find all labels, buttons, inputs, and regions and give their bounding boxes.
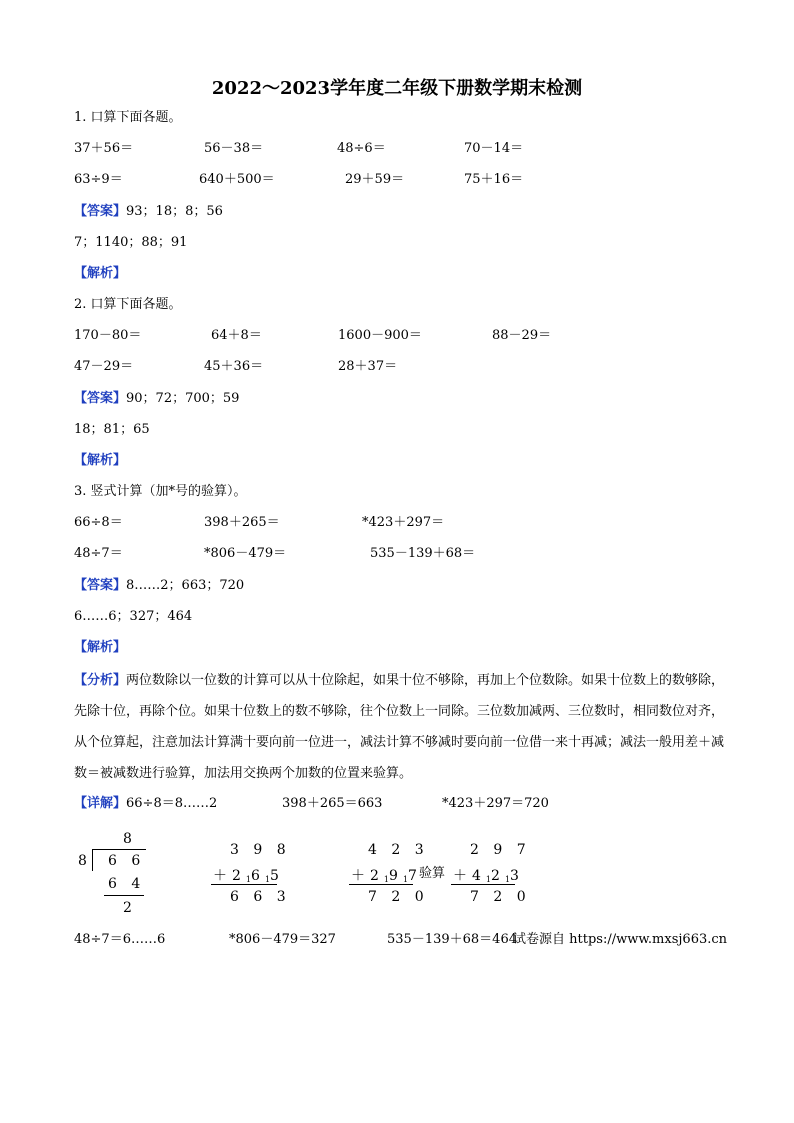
carry-mark: 1 [402, 875, 409, 884]
carry-mark: 1 [245, 875, 252, 884]
addend-b [453, 865, 524, 885]
q3-item: *806－479＝ [204, 546, 287, 561]
answer-line: 90；72；700；59 [126, 391, 240, 406]
analysis-tag: 【解析】 [74, 453, 127, 468]
q2-heading: 2. 口算下面各题。 [74, 297, 182, 312]
watermark-text: 试卷源自 https://www.mxsj663.cn [513, 932, 728, 947]
sum: 7 2 0 [368, 889, 429, 905]
digit: 9 [389, 868, 403, 884]
check-label: 验算 [419, 866, 446, 881]
q2-item: 64＋8＝ [211, 328, 262, 343]
sum-rule [349, 884, 413, 885]
carry-mark: 1 [264, 875, 271, 884]
division-bar [92, 849, 146, 850]
addend-a: 2 9 7 [470, 842, 531, 858]
digit: 4 [472, 868, 486, 884]
answer-tag: 【答案】 [74, 204, 127, 219]
carry-mark: 1 [485, 875, 492, 884]
digit: 2 [491, 868, 505, 884]
xiangjie-item: 398＋265＝663 [282, 796, 383, 811]
q3-heading: 3. 竖式计算（加*号的验算）。 [74, 484, 247, 499]
answer-line: 8……2；663；720 [126, 578, 245, 593]
answer-line: 6……6；327；464 [74, 609, 193, 624]
divisor: 8 [78, 853, 92, 869]
q3-item: 398＋265＝ [204, 515, 280, 530]
division-rule [104, 895, 144, 896]
analysis-paragraph [74, 665, 734, 789]
plus-sign: ＋ [453, 868, 472, 884]
q2-item: 28＋37＝ [338, 359, 398, 374]
analysis-tag: 【解析】 [74, 266, 127, 281]
digit: 2 [232, 868, 246, 884]
answer-tag: 【答案】 [74, 578, 127, 593]
addend-a: 4 2 3 [368, 842, 429, 858]
division-bracket [92, 849, 93, 871]
q1-item: 48÷6＝ [337, 141, 386, 156]
q2-item: 1600－900＝ [338, 328, 422, 343]
digit: 5 [270, 868, 284, 884]
carry-mark: 1 [504, 875, 511, 884]
q2-answer [74, 391, 239, 407]
digit: 3 [510, 868, 524, 884]
q1-answer [74, 204, 223, 220]
q1-item: 56－38＝ [204, 141, 264, 156]
q2-item: 170－80＝ [74, 328, 142, 343]
digit: 6 [251, 868, 265, 884]
addend-b [351, 865, 422, 885]
q3-item: *423＋297＝ [362, 515, 445, 530]
q2-item: 47－29＝ [74, 359, 134, 374]
q1-heading: 1. 口算下面各题。 [74, 110, 182, 125]
xiangjie-tag: 【详解】 [74, 796, 127, 811]
q3-item: 66÷8＝ [74, 515, 123, 530]
q3-item: 48÷7＝ [74, 546, 123, 561]
q3-item: 535－139＋68＝ [370, 546, 476, 561]
q1-item: 75＋16＝ [464, 172, 524, 187]
carry-mark: 1 [383, 875, 390, 884]
q1-item: 640＋500＝ [199, 172, 275, 187]
q1-item: 37＋56＝ [74, 141, 134, 156]
dividend: 6 6 [108, 853, 146, 869]
remainder: 2 [123, 900, 137, 916]
answer-line: 18；81；65 [74, 422, 150, 437]
analysis-tag: 【解析】 [74, 640, 127, 655]
product: 6 4 [108, 876, 146, 892]
sum-rule [211, 884, 277, 885]
quotient: 8 [123, 831, 137, 847]
q2-item: 88－29＝ [492, 328, 552, 343]
result-item: *806－479＝327 [229, 932, 336, 947]
addend-b [213, 865, 284, 885]
q1-item: 63÷9＝ [74, 172, 123, 187]
fenxi-tag: 【分析】 [74, 673, 127, 688]
sum-rule [451, 884, 515, 885]
q2-item: 45＋36＝ [204, 359, 264, 374]
answer-tag: 【答案】 [74, 391, 127, 406]
q1-item: 70－14＝ [464, 141, 524, 156]
plus-sign: ＋ [213, 868, 232, 884]
xiangjie-item: 66÷8＝8……2 [126, 796, 218, 811]
answer-line: 7；1140；88；91 [74, 235, 188, 250]
answer-line: 93；18；8；56 [126, 204, 223, 219]
digit: 2 [370, 868, 384, 884]
result-item: 48÷7＝6……6 [74, 932, 166, 947]
q3-answer [74, 578, 244, 594]
sum: 6 6 3 [230, 889, 291, 905]
xiangjie-item: *423＋297＝720 [442, 796, 549, 811]
plus-sign: ＋ [351, 868, 370, 884]
result-item: 535－139＋68＝464 [387, 932, 517, 947]
page-title: 2022～2023学年度二年级下册数学期末检测 [211, 78, 583, 99]
xiangjie-row [74, 796, 217, 812]
digit: 7 [408, 868, 422, 884]
fenxi-text: 两位数除以一位数的计算可以从十位除起，如果十位不够除，再加上个位数除。如果十位数上的数够除，先除十位，再除个位。如果十位数上的数不够除，往个位数上一同除。三位数加减两、三位数时，相同数位对齐，从个位算起，注意加法计算满十要向前一位进一，减法计算不够减时要向前一位借一来十再减；减法一般用差＋减数＝被减数进行验算，加法用交换两个加数的位置来验算。 [74, 673, 725, 781]
addend-a: 3 9 8 [230, 842, 291, 858]
sum: 7 2 0 [470, 889, 531, 905]
q1-item: 29＋59＝ [345, 172, 405, 187]
